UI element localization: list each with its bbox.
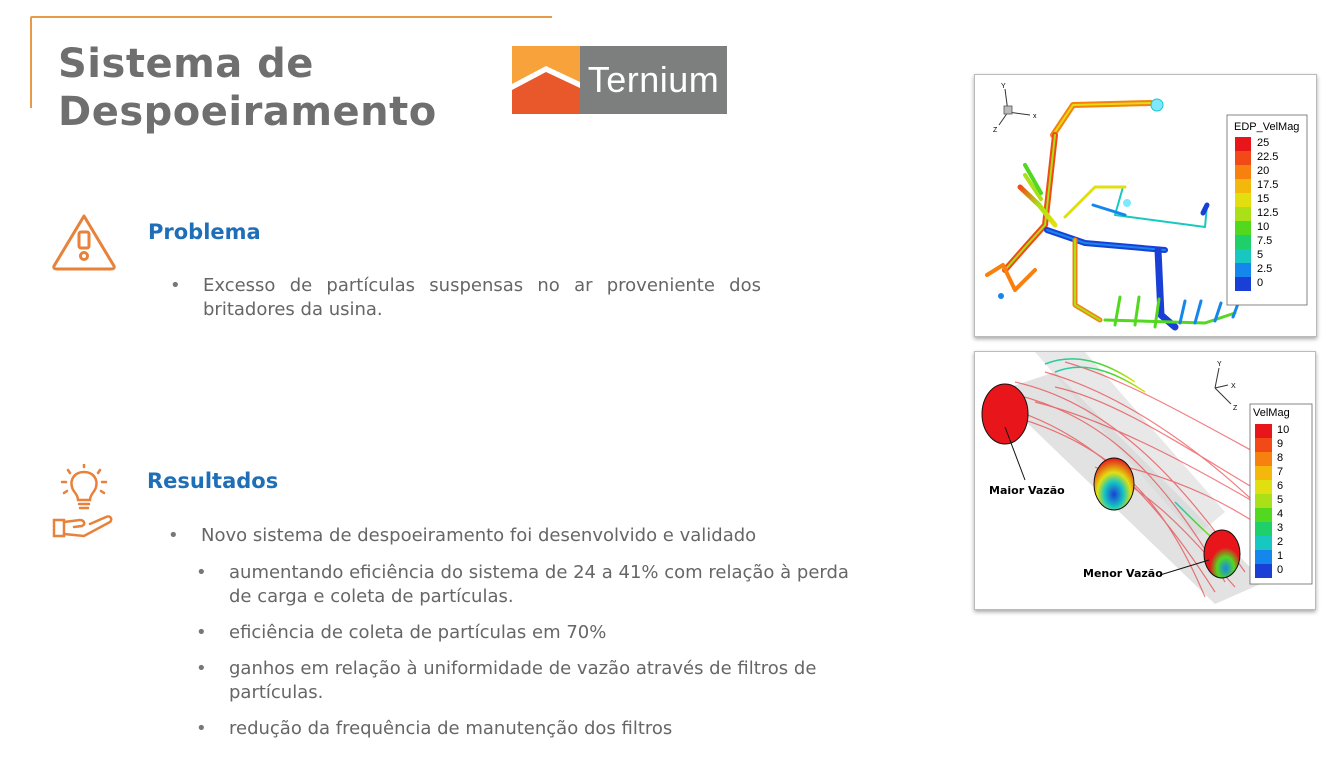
axis-y-label: Y: [1217, 361, 1222, 368]
problem-bullet: • Excesso de partículas suspensas no ar proveniente dos britadores da usina.: [203, 274, 761, 322]
axis-triad-icon: [1215, 361, 1238, 412]
min-flow-label: Menor Vazão: [1083, 567, 1163, 580]
cfd-pipe-streamlines-image: [975, 352, 1315, 609]
legend1-tick-label: 5: [1257, 249, 1264, 261]
ternium-logo: [512, 46, 727, 114]
duct-network-render: [987, 99, 1239, 327]
results-main-bullet: • Novo sistema de despoeiramento foi desenvolvido e validado: [201, 524, 881, 548]
results-sub-bullet: • eficiência de coleta de partículas em 70%: [229, 621, 877, 645]
legend2-swatch: [1255, 438, 1272, 452]
legend2-swatch: [1255, 480, 1272, 494]
problem-bullets: [203, 274, 761, 322]
legend2-swatch: [1255, 452, 1272, 466]
legend1-tick-label: 15: [1257, 193, 1270, 205]
legend2-swatch: [1255, 466, 1272, 480]
slide-title-line-1: Sistema de: [58, 41, 314, 87]
axis-z-label: Z: [993, 127, 998, 134]
legend2-swatch: [1255, 550, 1272, 564]
legend2-tick-label: 0: [1277, 564, 1284, 576]
legend1-tick-label: 0: [1257, 277, 1264, 289]
legend1-swatch: [1235, 277, 1251, 291]
results-sub-bullet: • redução da frequência de manutenção dos filtros: [229, 717, 877, 741]
legend1-swatch: [1235, 179, 1251, 193]
results-sub-bullet: • ganhos em relação à uniformidade de vazão através de filtros de partículas.: [229, 657, 877, 705]
title-frame-left-line: [30, 16, 32, 108]
legend2-tick-label: 10: [1277, 424, 1290, 436]
legend2-swatch: [1255, 536, 1272, 550]
legend2-tick-label: 7: [1277, 466, 1284, 478]
axis-x-label: X: [1231, 383, 1236, 390]
legend1-tick-label: 12.5: [1257, 207, 1279, 219]
legend1-tick-label: 20: [1257, 165, 1270, 177]
legend1-swatch: [1235, 235, 1251, 249]
legend1-swatch: [1235, 193, 1251, 207]
problem-heading: Problema: [148, 220, 261, 244]
legend2-swatch: [1255, 522, 1272, 536]
legend1-tick-label: 10: [1257, 221, 1270, 233]
legend1-swatch: [1235, 137, 1251, 151]
legend2-tick-label: 2: [1277, 536, 1284, 548]
legend2-swatch: [1255, 494, 1272, 508]
legend1-swatch: [1235, 165, 1251, 179]
legend2-swatch: [1255, 424, 1272, 438]
legend2-tick-label: 8: [1277, 452, 1284, 464]
legend2-tick-label: 4: [1277, 508, 1284, 520]
legend1-swatch: [1235, 249, 1251, 263]
max-flow-label: Maior Vazão: [989, 484, 1065, 497]
cfd-pipe-streamlines-figure: [974, 351, 1316, 610]
legend1-tick-label: 7.5: [1257, 235, 1273, 247]
legend-title: EDP_VelMag: [1234, 121, 1300, 133]
slide-title: [58, 40, 437, 136]
legend2-swatch: [1255, 508, 1272, 522]
cfd-duct-network-image: [975, 75, 1316, 336]
warning-triangle-icon: [50, 212, 118, 272]
legend2-tick-label: 3: [1277, 522, 1284, 534]
axis-z-label: Z: [1233, 405, 1238, 412]
legend1-swatch: [1235, 151, 1251, 165]
legend2-tick-label: 6: [1277, 480, 1284, 492]
legend-title: VelMag: [1253, 407, 1290, 419]
ternium-logo-text: Ternium: [580, 46, 727, 114]
legend1-swatch: [1235, 263, 1251, 277]
slide-title-line-2: Despoeiramento: [58, 89, 437, 135]
results-sub-bullet: • aumentando eficiência do sistema de 24 a 41% com relação à perda de carga e coleta de partículas.: [229, 561, 877, 609]
legend2-tick-label: 9: [1277, 438, 1284, 450]
legend1-tick-label: 25: [1257, 137, 1270, 149]
legend1-tick-label: 2.5: [1257, 263, 1273, 275]
legend1-tick-label: 22.5: [1257, 151, 1279, 163]
results-main-bullets: [201, 524, 881, 548]
results-heading: Resultados: [147, 469, 279, 493]
velmag-legend-2: [1250, 404, 1312, 584]
legend2-tick-label: 5: [1277, 494, 1284, 506]
legend1-tick-label: 17.5: [1257, 179, 1279, 191]
idea-hand-icon: [50, 464, 118, 538]
legend2-tick-label: 1: [1277, 550, 1284, 562]
axis-triad-icon: [993, 83, 1037, 134]
results-sub-bullets: [229, 561, 877, 741]
ternium-logo-mark: [512, 46, 580, 114]
axis-x-label: x: [1033, 113, 1037, 120]
axis-y-label: Y: [1001, 83, 1006, 90]
legend1-swatch: [1235, 207, 1251, 221]
legend1-swatch: [1235, 221, 1251, 235]
cfd-duct-network-figure: [974, 74, 1317, 337]
legend2-swatch: [1255, 564, 1272, 578]
title-frame-top-line: [32, 16, 552, 18]
velmag-legend-1: [1227, 115, 1307, 305]
